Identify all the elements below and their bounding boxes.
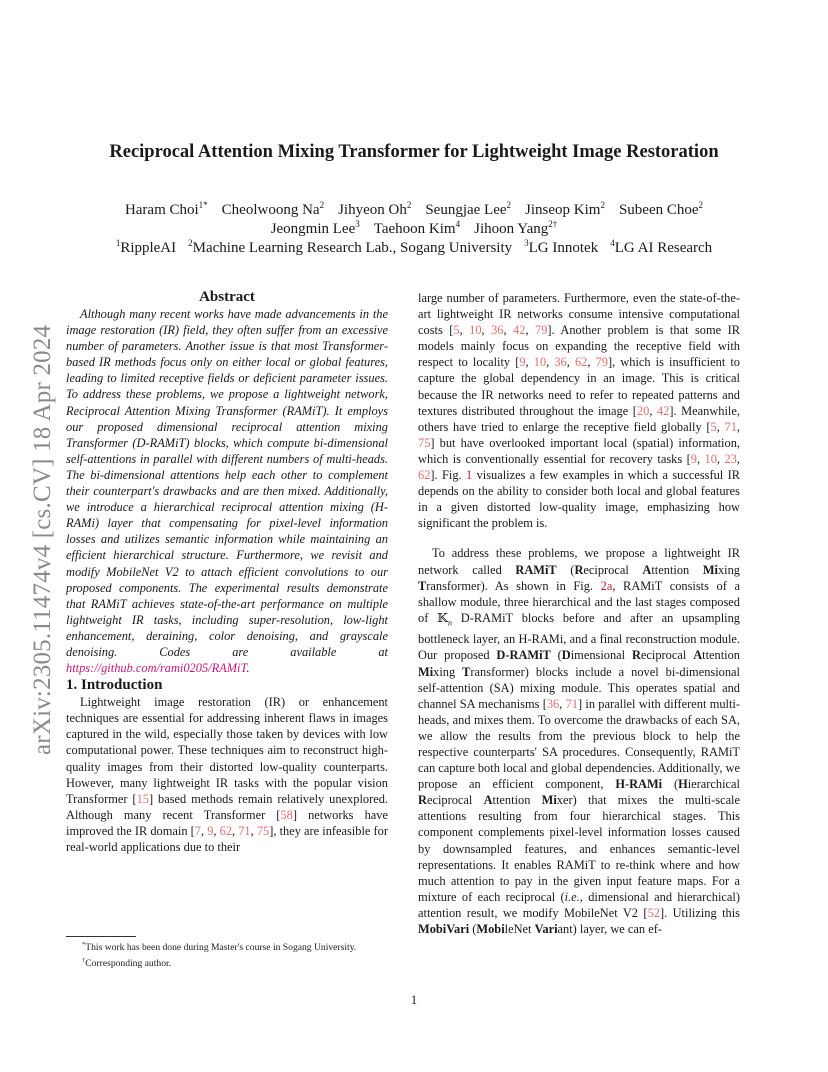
text-run: , xyxy=(566,355,575,370)
bold-text: Mi xyxy=(702,562,718,577)
affiliation-mark: 1 xyxy=(115,238,121,248)
affiliation-name: RippleAI xyxy=(120,240,177,256)
text-run: ttention xyxy=(651,562,703,577)
author-affiliation-mark: 1* xyxy=(198,200,208,210)
citation-link[interactable]: 75 xyxy=(256,823,270,838)
footnote-rule xyxy=(66,936,136,937)
arxiv-stamp: arXiv:2305.11474v4 [cs.CV] 18 Apr 2024 xyxy=(29,324,56,755)
text-run: , xyxy=(232,823,239,838)
text-run: ]. Utilizing this xyxy=(659,905,740,920)
author-name-text: Cheolwoong Na xyxy=(221,202,320,218)
citation-link[interactable]: 71 xyxy=(724,419,737,434)
affiliation-mark: 2 xyxy=(188,238,193,248)
author-affiliation-mark: 2 xyxy=(319,200,325,210)
citation-link[interactable]: 7 xyxy=(194,823,201,838)
bold-text: MobiVari xyxy=(418,922,470,937)
text-run: , xyxy=(696,451,705,466)
author-affiliation-mark: 2† xyxy=(548,219,558,229)
text-run: ant) layer, we can ef- xyxy=(557,922,662,937)
citation-link[interactable]: 20 xyxy=(636,403,650,418)
text-run: eciprocal xyxy=(640,648,694,663)
text-run: ierarchical xyxy=(687,777,740,792)
text-run: , xyxy=(736,419,740,434)
text-run: , xyxy=(503,323,514,338)
text-run: ]. Fig. xyxy=(430,468,466,483)
bold-text: A xyxy=(483,793,493,808)
text-run: D-RAMiT blocks before and after an upsampling bottleneck layer, an H-RAMi, and a final reconstruction module. Our proposed xyxy=(418,610,741,663)
citation-link[interactable]: 62 xyxy=(219,823,233,838)
bold-text: R xyxy=(574,562,584,577)
footnote-text: Corresponding author. xyxy=(85,957,172,969)
text-run: ] in parallel with different multi-heads, and mixes them. To overcome the drawbacks of each SA, we allow the results from the previous block to help the respective counterparts' SA procedures. Consequently, RAMiT can capture both local and global dependencies. Additionally, we propose an efficient component, xyxy=(418,696,740,792)
bold-text: R xyxy=(418,793,427,808)
right-column xyxy=(418,290,740,937)
text-run: xing xyxy=(717,562,740,577)
text-run: ransformer) blocks include a novel bi-dimensional self-attention (SA) mixing module. This operates spatial and channel SA mechanisms [ xyxy=(418,664,740,711)
text-run: ttention xyxy=(492,793,542,808)
author-name-text: Jihoon Yang xyxy=(474,221,549,237)
affiliation-mark: 4 xyxy=(610,238,615,248)
citation-link[interactable]: 42 xyxy=(513,323,526,338)
text-run: leNet xyxy=(504,922,535,937)
text-run: ] based methods remain relatively unexplored. Although many recent Transformer [ xyxy=(66,791,388,822)
text-run: ( xyxy=(662,777,679,792)
text-run: xing xyxy=(433,664,463,679)
text-run: ( xyxy=(469,922,477,937)
left-column xyxy=(66,288,388,855)
affiliation xyxy=(524,240,598,256)
text-run: , xyxy=(525,355,534,370)
text-run: , xyxy=(559,696,566,711)
text-run: ]. Another problem is that some IR models mainly focus on expanding the receptive field with respect to locality [ xyxy=(418,323,740,370)
affiliation-name: LG Innotek xyxy=(528,240,599,256)
citation-link[interactable]: 36 xyxy=(554,355,567,370)
bold-text: Mobi xyxy=(476,922,505,937)
text-run: visualizes a few examples in which a successful IR depends on the ability to consider both local and global features in a given distorted low-quality image, emphasizing how significant the problem is. xyxy=(418,468,741,531)
footnotes xyxy=(66,939,396,971)
bold-text: Vari xyxy=(534,922,558,937)
text-run: ], which is insufficient to capture the global dependency in an image. This is critical because the IR networks need to refer to repeated patterns and textures distributed throughout the image [ xyxy=(418,355,741,418)
abstract-end: . xyxy=(246,661,250,676)
citation-link[interactable]: 10 xyxy=(469,323,482,338)
text-run: eciprocal xyxy=(426,793,484,808)
affiliation xyxy=(188,240,512,256)
intro-paragraph-1 xyxy=(66,694,388,855)
author-name-text: Jeongmin Lee xyxy=(270,221,356,237)
citation-link[interactable]: 75 xyxy=(418,435,431,450)
citation-link[interactable]: 36 xyxy=(491,323,504,338)
citation-link[interactable]: 62 xyxy=(418,468,431,483)
bold-text: T xyxy=(462,664,471,679)
affiliation-mark: 3 xyxy=(524,238,529,248)
bold-text: R xyxy=(631,648,641,663)
text-run: ]. Meanwhile, others have tried to enlarge the receptive field globally [ xyxy=(418,403,740,434)
italic-text: i.e., xyxy=(564,889,583,904)
citation-link[interactable]: 79 xyxy=(535,323,548,338)
abstract-text: Although many recent works have made advancements in the image restoration (IR) field, they often suffer from an excessive number of parameters. Another issue is that most Transformer-based IR methods focus only on either local or global features, leading to limited receptive fields or deficient parameter issues. To address these problems, we propose a lightweight network, Reciprocal Attention Mixing Transformer (RAMiT). It employs our proposed dimensional reciprocal attention mixing Transformer (D-RAMiT) blocks, which compute bi-dimensional self-attentions in parallel with different numbers of multi-heads. The bi-dimensional attentions help each other to complement their counterpart's drawbacks and are then mixed. Additionally, we introduce a hierarchical reciprocal attention mixing (H-RAMi) layer that compensating for pixel-level information losses and utilizes semantic information while maintaining an efficient hierarchical structure. Furthermore, we revisit and modify MobileNet V2 to attach efficient convolutions to our proposed components. The experimental results demonstrate that RAMiT achieves state-of-the-art performance on multiple lightweight IR tasks, including super-resolution, low-light enhancement, deraining, color denoising, and grayscale denoising. Codes are available at xyxy=(66,307,388,659)
author-name-text: Jinseop Kim xyxy=(525,202,601,218)
bold-text: D-RAMiT xyxy=(496,648,551,663)
text-run: ] networks have improved the IR domain [ xyxy=(66,807,388,838)
author-affiliation-mark: 4 xyxy=(455,219,461,229)
citation-link[interactable]: 9 xyxy=(207,823,214,838)
intro-paragraph-3 xyxy=(418,545,740,937)
text-run: large number of parameters. Furthermore, even the state-of-the-art lightweight IR networks consume intensive computational costs [ xyxy=(418,291,740,338)
text-run: , xyxy=(459,323,470,338)
author-name-text: Taehoon Kim xyxy=(373,221,456,237)
text-run: To address these problems, we propose a lightweight IR network called xyxy=(418,546,740,577)
citation-link[interactable]: 71 xyxy=(565,696,579,711)
text-run: ] but have overlooked important local (spatial) information, which is conventionally essential for recovery tasks [ xyxy=(418,435,740,466)
citation-link[interactable]: 23 xyxy=(724,451,737,466)
author-affiliation-mark: 3 xyxy=(355,219,360,229)
footnote-mark: † xyxy=(82,956,86,964)
math-symbol: 𝕂 xyxy=(437,610,448,625)
text-run: , xyxy=(649,403,657,418)
abstract-heading: Abstract xyxy=(199,289,255,305)
abstract-body xyxy=(66,306,388,676)
text-run: eciprocal xyxy=(583,562,643,577)
text-run: , xyxy=(716,419,725,434)
bold-text: A xyxy=(642,562,652,577)
citation-link[interactable]: 10 xyxy=(533,355,547,370)
bold-text: H xyxy=(678,777,688,792)
text-run: , xyxy=(716,451,725,466)
text-run: ( xyxy=(556,562,575,577)
affiliation-name: Machine Learning Research Lab., Sogang University xyxy=(192,240,513,256)
text-run: ransformer). As shown in Fig. xyxy=(426,578,601,593)
footnote xyxy=(66,955,396,971)
bold-text: Mi xyxy=(541,793,557,808)
text-run: xer) that mixes the multi-scale attentions resulting from four hierarchical stages. This component complements pixel-level information losses caused by downsampled features, and enhances semantic-level representations. It enables RAMiT to re-think where and how much attention to pay in the given input feature maps. For a mixture of each reciprocal ( xyxy=(418,793,741,904)
citation-link[interactable]: 9 xyxy=(519,355,526,370)
affiliation xyxy=(610,240,712,256)
bold-text: A xyxy=(693,648,703,663)
text-run: dimensional and hierarchical) attention result, we modify MobileNet V2 [ xyxy=(418,889,740,920)
bold-text: Mi xyxy=(418,664,434,679)
author-name-text: Subeen Choe xyxy=(618,202,699,218)
citation-link[interactable]: 71 xyxy=(238,823,251,838)
figure-reference-link[interactable]: 2a xyxy=(600,578,613,593)
bold-text: D xyxy=(561,648,571,663)
code-link[interactable]: https://github.com/rami0205/RAMiT xyxy=(66,661,247,676)
paper-title: Reciprocal Attention Mixing Transformer for Lightweight Image Restoration xyxy=(109,142,719,162)
citation-link[interactable]: 5 xyxy=(710,419,717,434)
text-run: ttention xyxy=(702,648,740,663)
text-run: ( xyxy=(550,648,562,663)
author-affiliation-mark: 2 xyxy=(698,200,704,210)
footnote xyxy=(66,939,396,955)
text-run: , xyxy=(213,823,220,838)
section-heading-introduction: 1. Introduction xyxy=(66,677,163,694)
citation-link[interactable]: 62 xyxy=(574,355,588,370)
citation-link[interactable]: 79 xyxy=(595,355,608,370)
page-number: 1 xyxy=(410,993,418,1007)
footnote-text: This work has been done during Master's course in Sogang University. xyxy=(85,942,357,954)
author-affiliation-mark: 2 xyxy=(600,200,605,210)
text-run: , xyxy=(525,323,535,338)
text-run: , xyxy=(481,323,492,338)
citation-link[interactable]: 36 xyxy=(546,696,560,711)
citation-link[interactable]: 52 xyxy=(647,905,660,920)
citation-link[interactable]: 42 xyxy=(656,403,670,418)
footnote-mark: * xyxy=(82,941,86,948)
text-run: , xyxy=(200,823,208,838)
figure-reference-link[interactable]: 1 xyxy=(466,468,473,483)
citation-link[interactable]: 9 xyxy=(690,451,697,466)
text-run: , RAMiT consists of a shallow module, three hierarchical and the last stages composed of xyxy=(418,578,740,625)
text-run: , xyxy=(250,823,257,838)
bold-text: H-RAMi xyxy=(615,777,663,792)
bold-text: T xyxy=(418,578,427,593)
text-run: , xyxy=(587,355,596,370)
citation-link[interactable]: 58 xyxy=(280,807,293,822)
text-run: Lightweight image restoration (IR) or enhancement techniques are essential for addressing inherent flaws in images captured in the wild, especially those taken by devices with low computational power. These techniques aim to reconstruct high-quality images from their distorted low-quality counterparts. However, many lightweight IR tasks with the popular vision Transformer [ xyxy=(66,695,388,806)
intro-paragraph-2 xyxy=(418,290,740,531)
citation-link[interactable]: 5 xyxy=(453,323,460,338)
bold-text: RAMiT xyxy=(515,562,557,577)
text-run: imensional xyxy=(570,648,632,663)
author-name-text: Seungjae Lee xyxy=(425,202,507,218)
author-name-text: Jihyeon Oh xyxy=(338,202,407,218)
text-run: ], they are infeasible for real-world applications due to their xyxy=(66,823,388,854)
affiliation-name: LG AI Research xyxy=(614,240,713,256)
citation-link[interactable]: 10 xyxy=(704,451,717,466)
math-subscript: n xyxy=(447,618,452,628)
affiliation-list xyxy=(60,234,768,258)
text-run: , xyxy=(736,451,740,466)
author-affiliation-mark: 2 xyxy=(506,200,512,210)
text-run: , xyxy=(546,355,555,370)
author-name-text: Haram Choi xyxy=(124,202,199,218)
citation-link[interactable]: 15 xyxy=(136,791,149,806)
author-affiliation-mark: 2 xyxy=(406,200,412,210)
affiliation xyxy=(116,240,176,256)
